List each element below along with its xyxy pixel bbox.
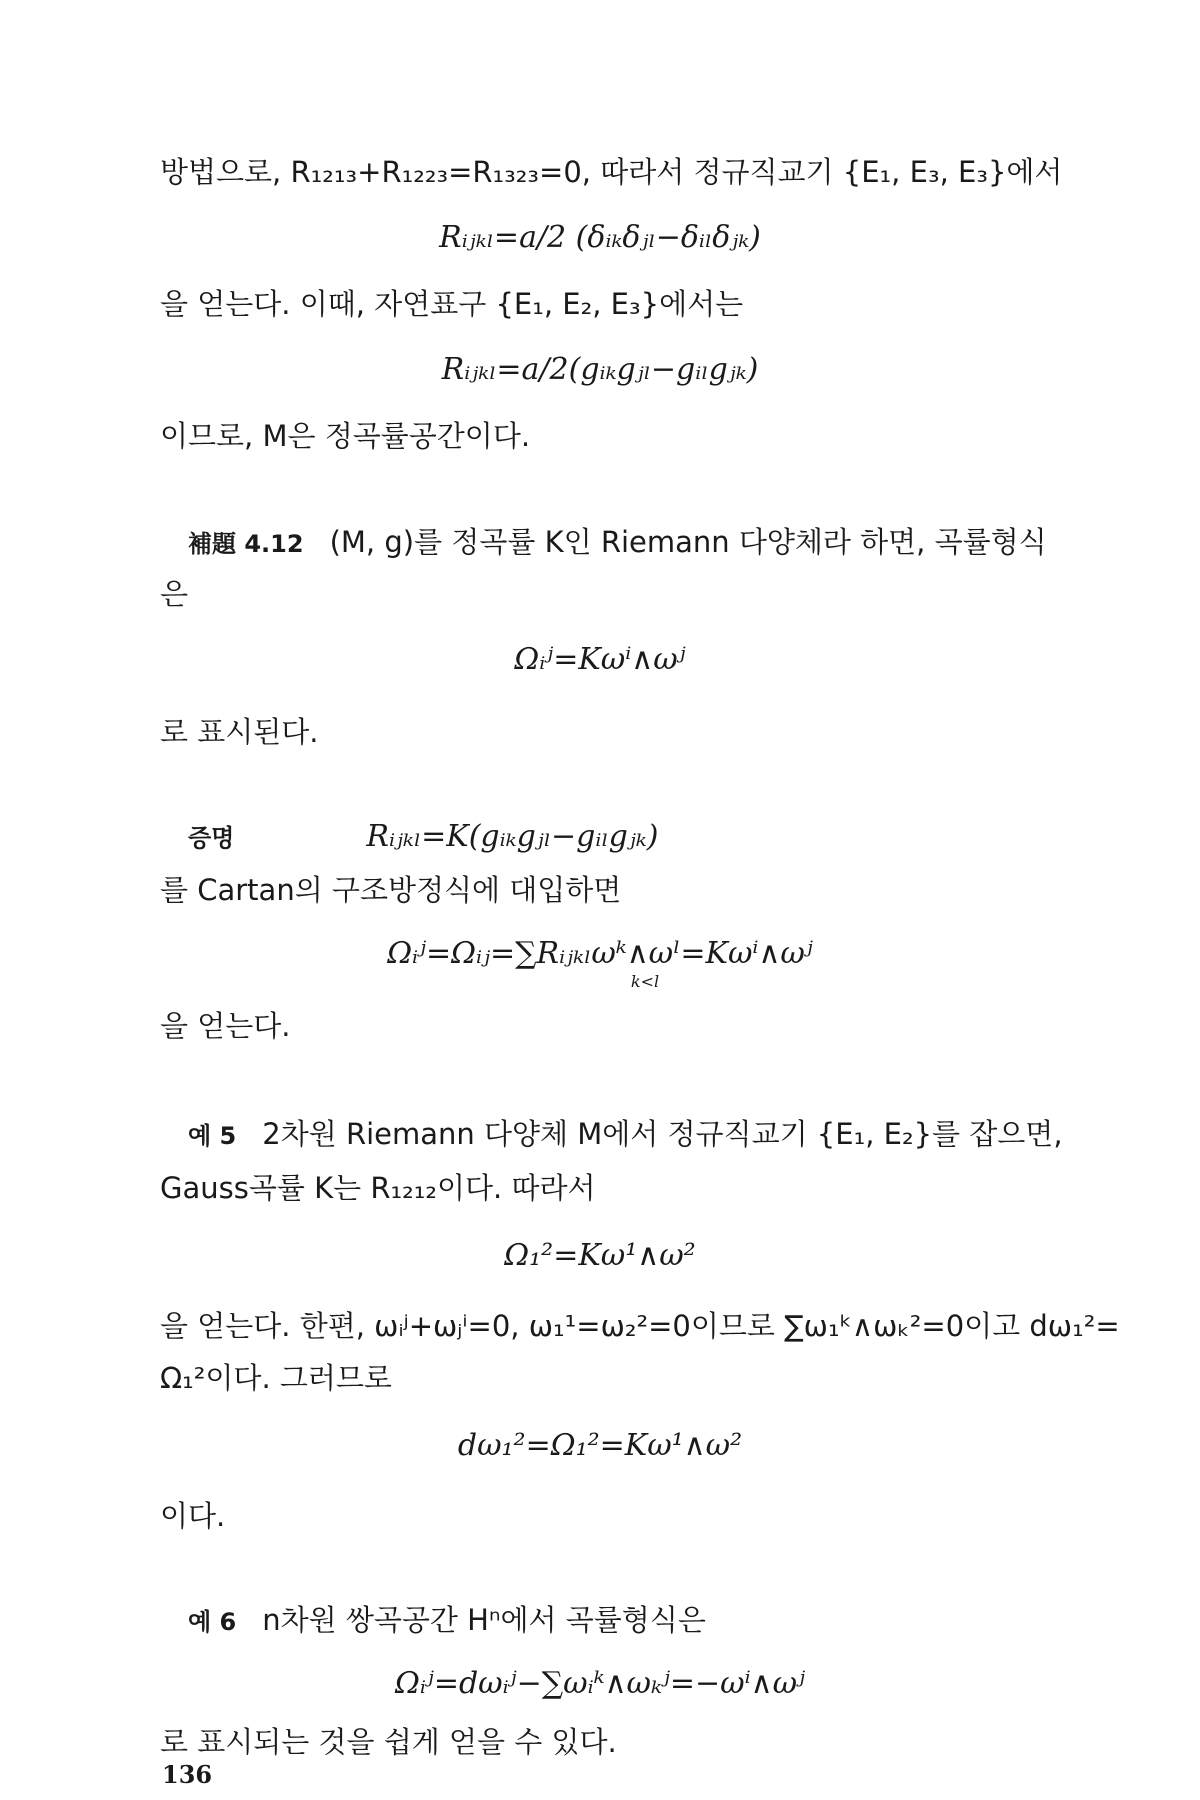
text-line: 이다. xyxy=(160,1499,226,1533)
example6-text: n차원 쌍곡공간 Hⁿ에서 곡률형식은 xyxy=(262,1603,706,1637)
lemma-label: 補題 4.12 xyxy=(188,530,304,558)
example-line xyxy=(188,1114,1063,1156)
text-line: 은 xyxy=(160,577,189,611)
equation: dω₁²=Ω₁²=Kω¹∧ω² xyxy=(457,1428,743,1463)
equation-main: Ωᵢʲ=Ωᵢⱼ=∑Rᵢⱼₖₗωᵏ∧ωˡ=Kωⁱ∧ωʲ xyxy=(387,936,813,971)
text-line: 을 얻는다. xyxy=(160,1009,291,1043)
equation: Rᵢⱼₖₗ=a/2(gᵢₖgⱼₗ−gᵢₗgⱼₖ) xyxy=(441,352,759,387)
text-line: Gauss곡률 K는 R₁₂₁₂이다. 따라서 xyxy=(160,1171,596,1205)
text-line: 로 표시된다. xyxy=(160,715,319,749)
equation xyxy=(0,934,1200,990)
summation-index: k<l xyxy=(630,972,660,991)
equation: Ωᵢʲ=Kωⁱ∧ωʲ xyxy=(514,642,686,677)
text-line: 을 얻는다. 한편, ωᵢʲ+ωⱼⁱ=0, ω₁¹=ω₂²=0이므로 ∑ω₁ᵏ∧ωₖ²=0이고 dω₁²= xyxy=(160,1309,1120,1343)
lemma-statement xyxy=(188,522,1047,564)
text-line: 이므로, M은 정곡률공간이다. xyxy=(160,419,531,453)
text-line: 을 얻는다. 이때, 자연표구 {E₁, E₂, E₃}에서는 xyxy=(160,287,744,321)
example-line xyxy=(188,1600,706,1642)
lemma-text: (M, g)를 정곡률 K인 Riemann 다양체라 하면, 곡률형식 xyxy=(329,525,1047,559)
page-number: 136 xyxy=(162,1760,213,1789)
text-line: 로 표시되는 것을 쉽게 얻을 수 있다. xyxy=(160,1725,617,1759)
equation: Ωᵢʲ=dωᵢʲ−∑ωᵢᵏ∧ωₖʲ=−ωⁱ∧ωʲ xyxy=(395,1666,805,1701)
example5-label: 예 5 xyxy=(188,1122,237,1150)
example6-label: 예 6 xyxy=(188,1608,237,1636)
equation: Ω₁²=Kω¹∧ω² xyxy=(504,1238,696,1273)
text-line: 방법으로, R₁₂₁₃+R₁₂₂₃=R₁₃₂₃=0, 따라서 정규직교기 {E₁, E₃, E₃}에서 xyxy=(160,155,1063,189)
equation: Rᵢⱼₖₗ=a/2 (δᵢₖδⱼₗ−δᵢₗδⱼₖ) xyxy=(439,220,761,255)
text-line: Ω₁²이다. 그러므로 xyxy=(160,1361,392,1395)
text-line: 를 Cartan의 구조방정식에 대입하면 xyxy=(160,873,622,907)
proof-label: 증명 xyxy=(188,824,235,852)
proof-line xyxy=(188,816,658,858)
example5-text: 2차원 Riemann 다양체 M에서 정규직교기 {E₁, E₂}를 잡으면, xyxy=(262,1117,1063,1151)
equation: Rᵢⱼₖₗ=K(gᵢₖgⱼₗ−gᵢₗgⱼₖ) xyxy=(366,819,659,854)
